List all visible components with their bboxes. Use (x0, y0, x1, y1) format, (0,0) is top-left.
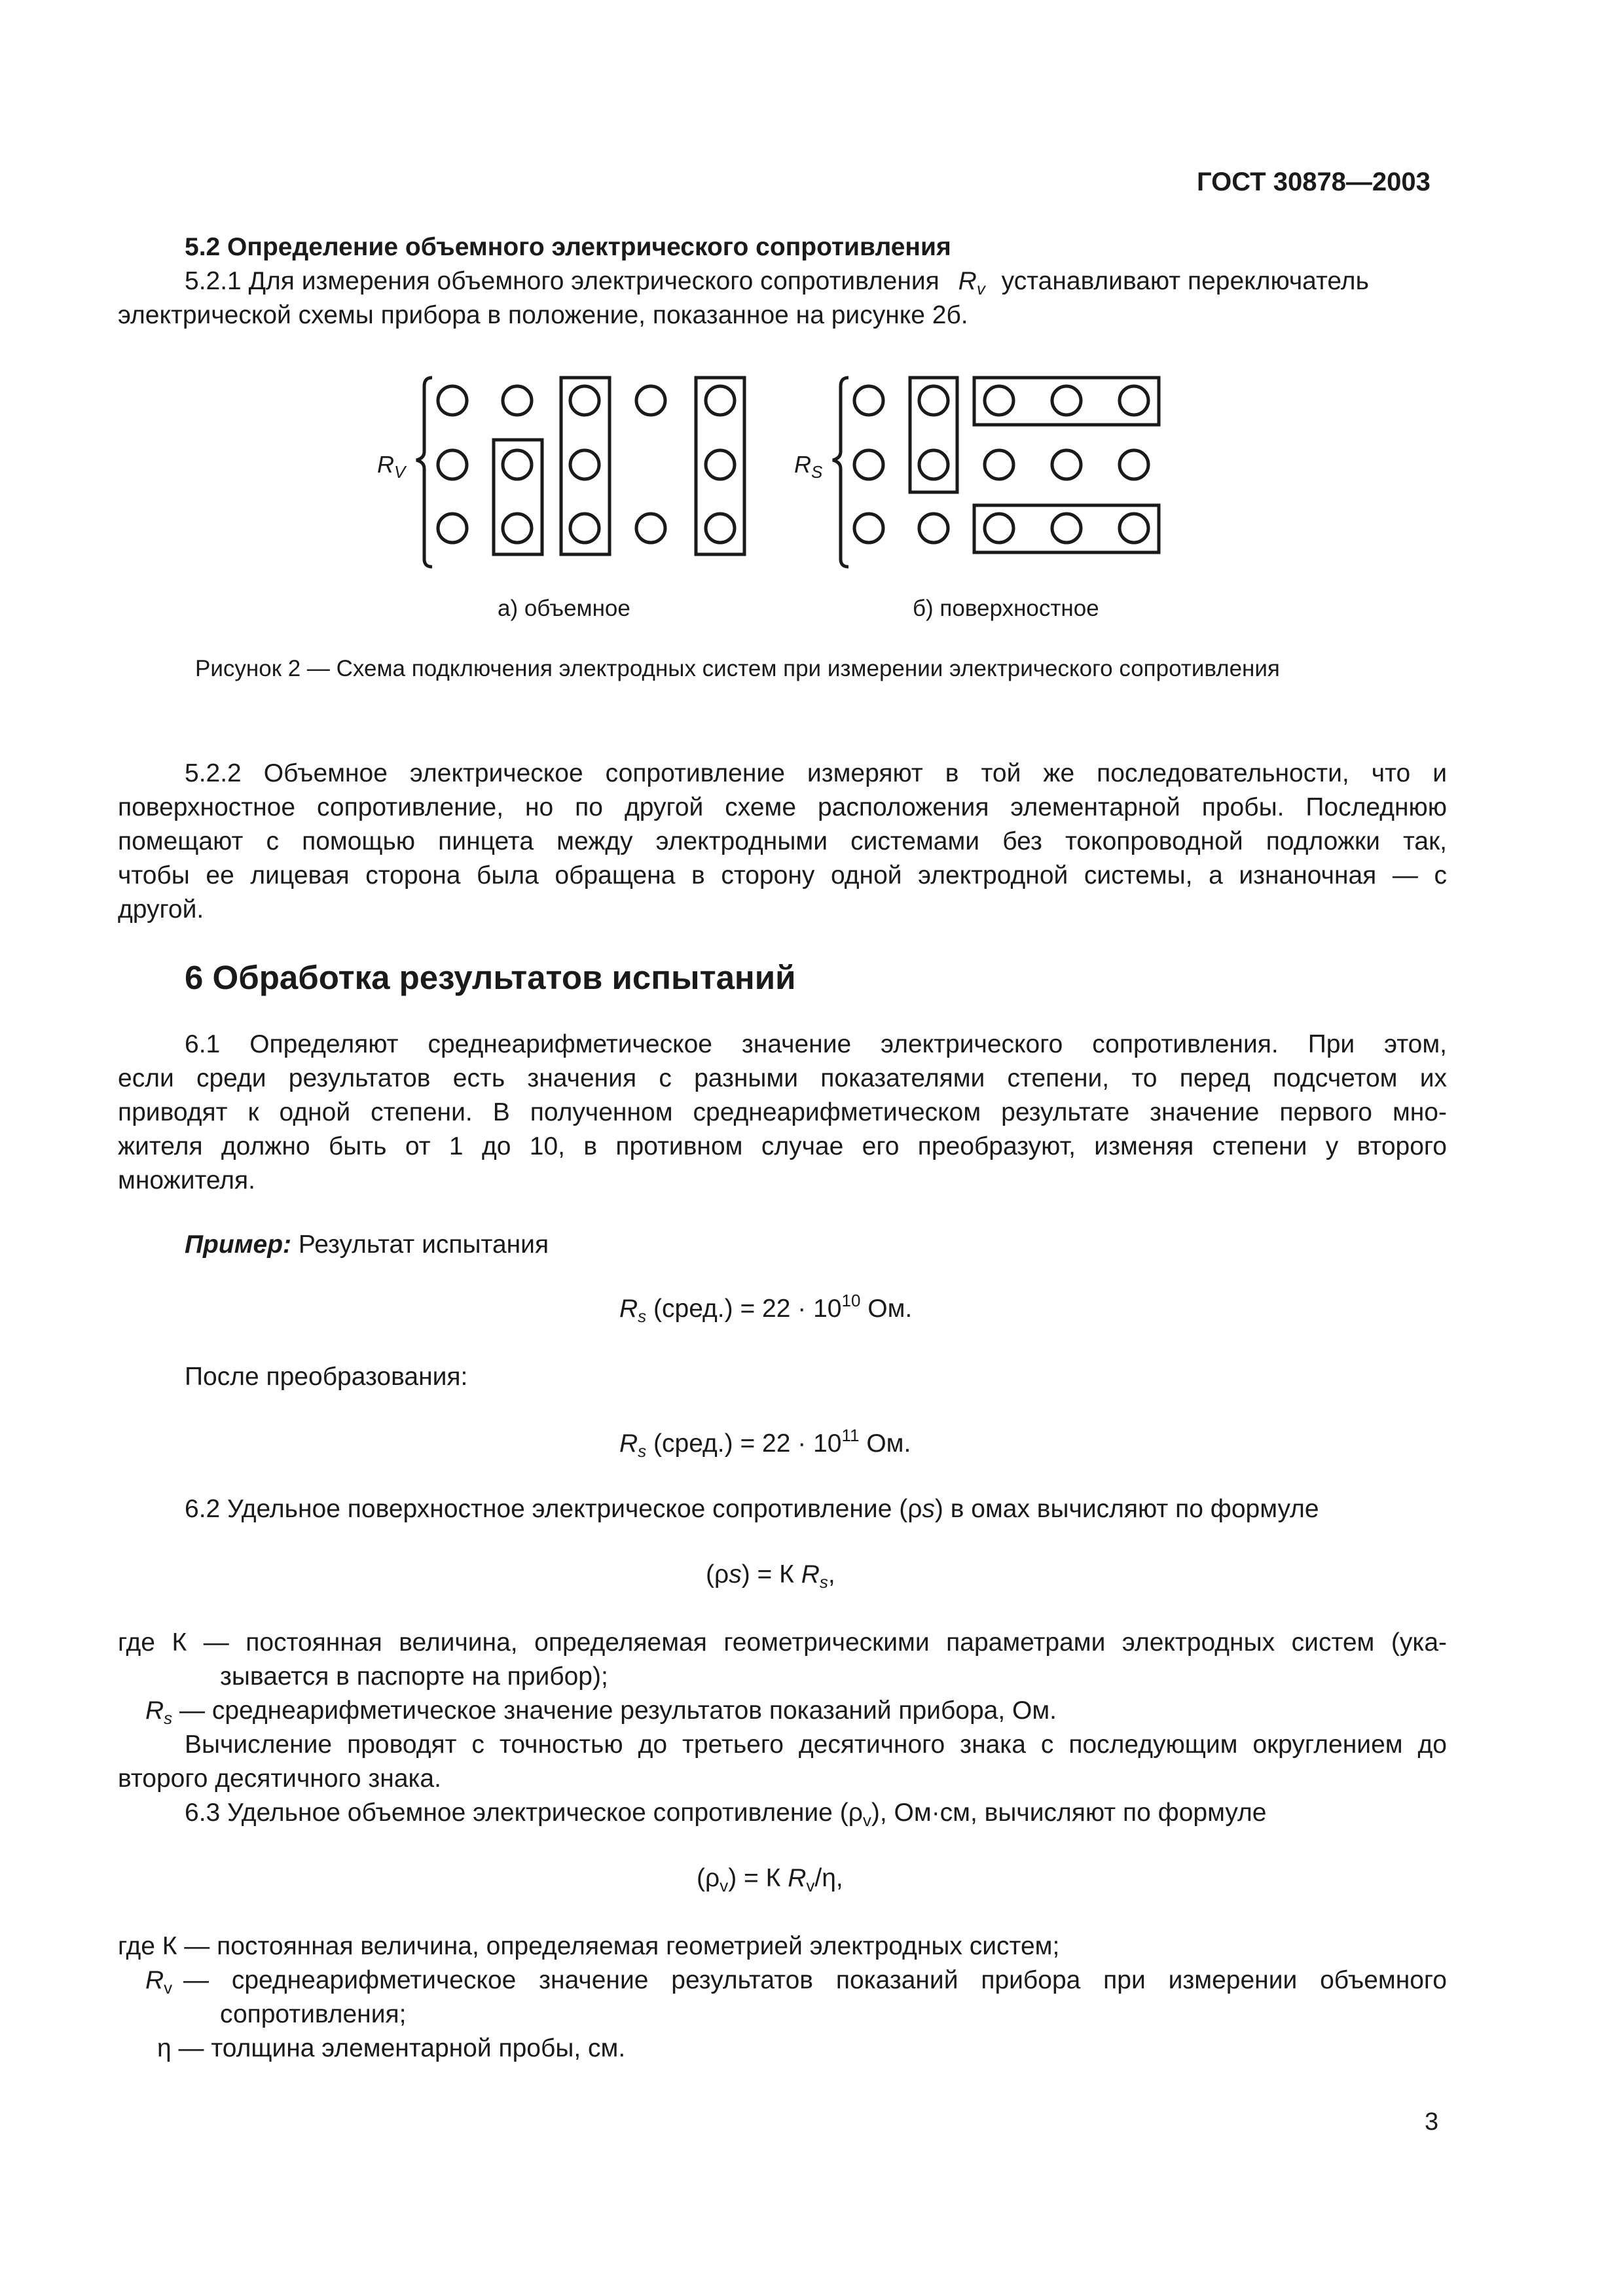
document-code: ГОСТ 30878—2003 (1197, 168, 1431, 196)
electrode-circle (636, 514, 665, 543)
electrode-circle (1052, 514, 1081, 543)
paragraph-5-2-2-line-3: помещают с помощью пинцета между электродными системами без токопроводной подложки так, (118, 827, 1447, 855)
section-6-title: 6 Обработка результатов испытаний (185, 959, 796, 996)
paragraph-5-2-1-line-2: электрической схемы прибора в положение, показанное на рисунке 2б. (118, 301, 968, 329)
electrode-diagram (367, 367, 1218, 576)
paragraph-6-3: 6.3 Удельное объемное электрическое сопротивление $(\rho_v)$, Ом·см, вычисляют по формуле (185, 1799, 1267, 1830)
jumper-rect (910, 378, 957, 492)
electrode-circle (503, 386, 532, 415)
formula-rs-after: $R_s$ (сред.) = $22 \cdot 10^{11}$ Ом. (619, 1426, 911, 1461)
electrode-circle (706, 514, 735, 543)
electrode-circle (985, 514, 1013, 543)
where-k-line-1: где К — постоянная величина, определяемая геометрическими параметрами электродных систем (ука- (118, 1628, 1447, 1657)
paragraph-5-2-2-line-2: поверхностное сопротивление, но по другой схеме расположения элементарной пробы. Последнюю (118, 793, 1447, 821)
figure-caption: Рисунок 2 — Схема подключения электродных систем при измерении электрического сопротивления (195, 656, 1280, 681)
where-k-geometry: где К — постоянная величина, определяемая геометрией электродных систем; (118, 1932, 1060, 1960)
example-line: Пример: Результат испытания (185, 1230, 549, 1259)
electrode-circle (854, 450, 883, 479)
electrode-circle (985, 450, 1013, 479)
example-label: Пример: (185, 1230, 292, 1259)
electrode-circle (919, 450, 948, 479)
electrode-circle (438, 514, 467, 543)
paragraph-6-1-line-5: множителя. (118, 1166, 256, 1194)
calculation-line-2: второго десятичного знака. (118, 1765, 441, 1793)
electrode-circle (985, 386, 1013, 415)
electrode-circle (1052, 386, 1081, 415)
where-rv: $R_v$ (145, 1966, 173, 1998)
electrode-circle (706, 450, 735, 479)
electrode-circle (1120, 514, 1148, 543)
section-5-2-title: 5.2 Определение объемного электрического сопротивления (185, 233, 951, 261)
electrode-circle (919, 514, 948, 543)
electrode-circle (570, 386, 599, 415)
where-rv-line-2: сопротивления; (220, 2000, 407, 2028)
jumper-rect (561, 378, 610, 554)
figure-caption-b: б) поверхностное (913, 596, 1099, 621)
electrode-circle (1120, 386, 1148, 415)
electrode-circle (919, 386, 948, 415)
label-rs: $R_S$ (794, 451, 823, 482)
electrode-circle (1120, 450, 1148, 479)
paragraph-6-1-line-1: 6.1 Определяют среднеарифметическое значение электрического сопротивления. При этом, (185, 1030, 1447, 1058)
electrode-circle (706, 386, 735, 415)
where-eta: η — толщина элементарной пробы, см. (157, 2034, 626, 2062)
electrode-circle (503, 450, 532, 479)
jumper-rect (494, 440, 542, 554)
where-rs: $R_s$ — среднеарифметическое значение результатов показаний прибора, Ом. (145, 1696, 1057, 1728)
paragraph-6-1-line-2: если среди результатов есть значения с разными показателями степени, то перед подсчетом их (118, 1064, 1447, 1092)
electrode-circle (1052, 450, 1081, 479)
figure-caption-a: а) объемное (498, 596, 630, 621)
paragraph-6-1-line-4: жителя должно быть от 1 до 10, в противном случае его преобразуют, изменяя степени у второго (118, 1132, 1447, 1160)
formula-rs-before: $R_s$ (сред.) = $22 \cdot 10^{10}$ Ом. (619, 1291, 913, 1326)
paragraph-5-2-2-line-5: другой. (118, 895, 204, 924)
electrode-circle (438, 450, 467, 479)
paragraph-6-1-line-3: приводят к одной степени. В полученном среднеарифметическом результате значение первого мно- (118, 1098, 1447, 1126)
formula-rho-v: $(\rho_v) = К$ $R_v/\eta$, (697, 1864, 843, 1895)
paragraph-6-2: 6.2 Удельное поверхностное электрическое сопротивление (ρs) в омах вычисляют по формуле (185, 1495, 1319, 1523)
formula-rho-s: (ρs) = К $R_s$, (706, 1560, 835, 1592)
after-transformation: После преобразования: (185, 1363, 468, 1391)
jumper-rect (696, 378, 744, 554)
page-number: 3 (1425, 2108, 1439, 2136)
brace-left-b (833, 378, 848, 567)
electrode-circle (636, 386, 665, 415)
calculation-line-1: Вычисление проводят с точностью до третьего десятичного знака с последующим округлением до (185, 1731, 1447, 1759)
where-k-line-2: зывается в паспорте на прибор); (220, 1662, 608, 1691)
paragraph-5-2-2-line-1: 5.2.2 Объемное электрическое сопротивление измеряют в той же последовательности, что и (185, 759, 1447, 787)
paragraph-5-2-2-line-4: чтобы ее лицевая сторона была обращена в сторону одной электродной системы, а изнаночная — с (118, 861, 1447, 889)
electrode-circle (570, 514, 599, 543)
electrode-circle (503, 514, 532, 543)
electrode-circle (438, 386, 467, 415)
where-rv-text: — среднеарифметическое значение результатов показаний прибора при измерении объемного (183, 1966, 1447, 1994)
electrode-circle (570, 450, 599, 479)
electrode-circle (854, 514, 883, 543)
paragraph-5-2-1-line-1: 5.2.1 Для измерения объемного электрического сопротивления $R_v$ устанавливают переключатель (185, 267, 1369, 298)
brace-left-a (416, 378, 432, 567)
label-rv: $R_V$ (377, 451, 406, 482)
electrode-circle (854, 386, 883, 415)
symbol-rv: $R_v$ (958, 267, 985, 298)
